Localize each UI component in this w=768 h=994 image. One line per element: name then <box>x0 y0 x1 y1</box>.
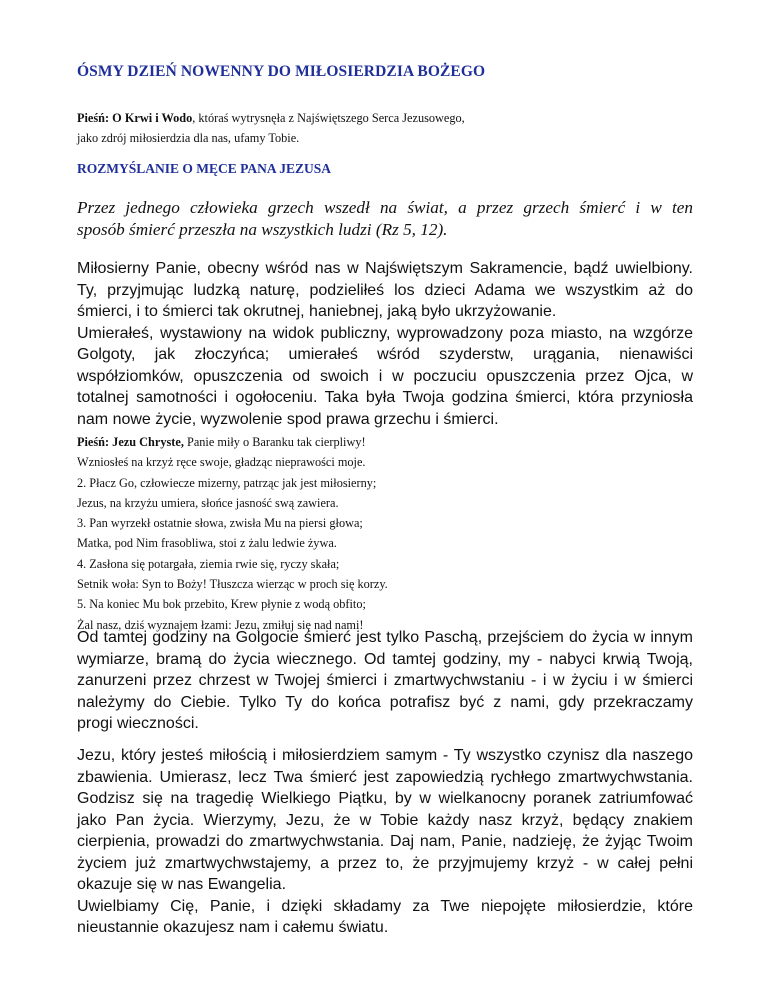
paragraph-line: Jezu, który jesteś miłością i miłosierdziem samym - Ty wszystko czynisz dla naszego <box>77 747 693 764</box>
song-line: 5. Na koniec Mu bok przebito, Krew płynie z wodą obfito; <box>77 597 366 612</box>
opening-song-line-2: jako zdrój miłosierdzia dla nas, ufamy Tobie. <box>77 130 300 145</box>
paragraph-line: Umierałeś, wystawiony na widok publiczny, wyprowadzony poza miasto, na wzgórze <box>77 324 693 342</box>
paragraph-line: życiem już zmartwychwstajemy, a przez to, że przyjmujemy krzyż - w całej pełni <box>77 854 693 872</box>
paragraph-line: progi wieczności. <box>77 715 199 732</box>
paragraph-line: nam nowe życie, wyzwolenie spod prawa grzechu i śmierci. <box>77 410 499 428</box>
song-line-text: Panie miły o Baranku tak cierpliwy! <box>183 435 366 449</box>
paragraph-line: cierpienia, prowadzi do zmartwychwstania. Daj nam, Panie, nadzieję, że żyjąc Twoim <box>77 833 693 850</box>
opening-song-line-1-text: , któraś wytrysnęła z Najświętszego Serca Jezusowego, <box>192 111 465 125</box>
quote-line: Przez jednego człowieka grzech wszedł na świat, a przez grzech śmierć i w ten <box>77 198 693 217</box>
paragraph-line: zbawienia. Umierasz, lecz Twa śmierć jest zapowiedzią rychłego zmartwychwstania. <box>77 768 693 786</box>
song-line: Żal nasz, dziś wyznajem łzami: Jezu, zmiłuj się nad nami! <box>77 617 364 632</box>
paragraph-line: należymy do Ciebie. Tylko Ty do końca potrafisz być z nami, gdy przekraczamy <box>77 693 693 711</box>
song-line: 2. Płacz Go, człowiecze mizerny, patrząc jak jest miłosierny; <box>77 475 377 490</box>
paragraph-line: Godzisz się na tragedię Wielkiego Piątku, by w wielkanocny poranek zatriumfować <box>77 790 693 807</box>
paragraph-line: zanurzeni przez chrzest w Twojej śmierci i zmartwychwstaniu - i w życiu i w śmierci <box>77 672 693 689</box>
opening-song <box>77 109 465 148</box>
song-jezu-chryste <box>77 432 388 635</box>
section-heading-meditation: ROZMYŚLANIE O MĘCE PANA JEZUSA <box>77 161 332 176</box>
paragraph-line: wymiarze, bramą do życia wiecznego. Od tamtej godziny, my - nabyci krwią Twoją, <box>77 650 693 668</box>
song-line: Matka, pod Nim frasobliwa, stoi z żalu ledwie żywa. <box>77 536 337 551</box>
opening-song-label: Pieśń: O Krwi i Wodo <box>77 111 193 125</box>
paragraph-line: totalnej samotności i ogołoceniu. Taka była Twoja godzina śmierci, która przyniosła <box>77 389 693 406</box>
quote-line: sposób śmierć przeszła na wszystkich ludzi (Rz 5, 12). <box>77 220 448 239</box>
song-line: 4. Zasłona się potargała, ziemia rwie się, ryczy skała; <box>77 556 340 571</box>
paragraph-line: śmierci, i to śmierci tak okrutnej, haniebnej, jaką było ukrzyżowanie. <box>77 303 557 320</box>
paragraph-line: Od tamtej godziny na Golgocie śmierć jest tylko Paschą, przejściem do życia w innym <box>77 629 693 646</box>
paragraph-line: Uwielbiamy Cię, Panie, i dzięki składamy za Twe niepojęte miłosierdzie, które <box>77 897 693 915</box>
song-line: Jezus, na krzyżu umiera, słońce jasność swą zawiera. <box>77 495 339 510</box>
paragraph-line: nieustannie okazujesz nam i całemu światu. <box>77 919 389 936</box>
page-title: ÓSMY DZIEŃ NOWENNY DO MIŁOSIERDZIA BOŻEGO <box>77 63 486 80</box>
meditation-paragraph-1 <box>77 258 693 430</box>
paragraph-line: jako Pan życia. Wierzymy, Jezu, że w Tobie każdy nasz krzyż, będący znakiem <box>77 811 693 829</box>
song-label: Pieśń: Jezu Chryste, <box>77 435 184 449</box>
opening-song-line-1 <box>77 109 465 129</box>
song-line: 3. Pan wyrzekł ostatnie słowa, zwisła Mu na piersi głowa; <box>77 516 363 531</box>
meditation-paragraph-3 <box>77 745 693 939</box>
song-line: Setnik woła: Syn to Boży! Tłuszcza wierząc w proch się korzy. <box>77 577 388 592</box>
paragraph-line: współziomków, opuszczenia od swoich i w poczuciu opuszczenia przez Ojca, w <box>77 367 693 385</box>
song-line <box>77 432 388 452</box>
paragraph-line: Miłosierny Panie, obecny wśród nas w Najświętszym Sakramencie, bądź uwielbiony. <box>77 260 693 277</box>
song-line: Wzniosłeś na krzyż ręce swoje, gładząc nieprawości moje. <box>77 455 366 470</box>
meditation-paragraph-2 <box>77 627 693 735</box>
scripture-quote <box>77 197 693 241</box>
paragraph-line: Ty, przyjmując ludzką naturę, podzieliłeś los dzieci Adama we wszystkim aż do <box>77 281 693 299</box>
paragraph-line: Golgoty, jak złoczyńca; umierałeś wśród szyderstw, urągania, nienawiści <box>77 346 693 363</box>
paragraph-line: okazuje się w nas Ewangelia. <box>77 876 287 893</box>
